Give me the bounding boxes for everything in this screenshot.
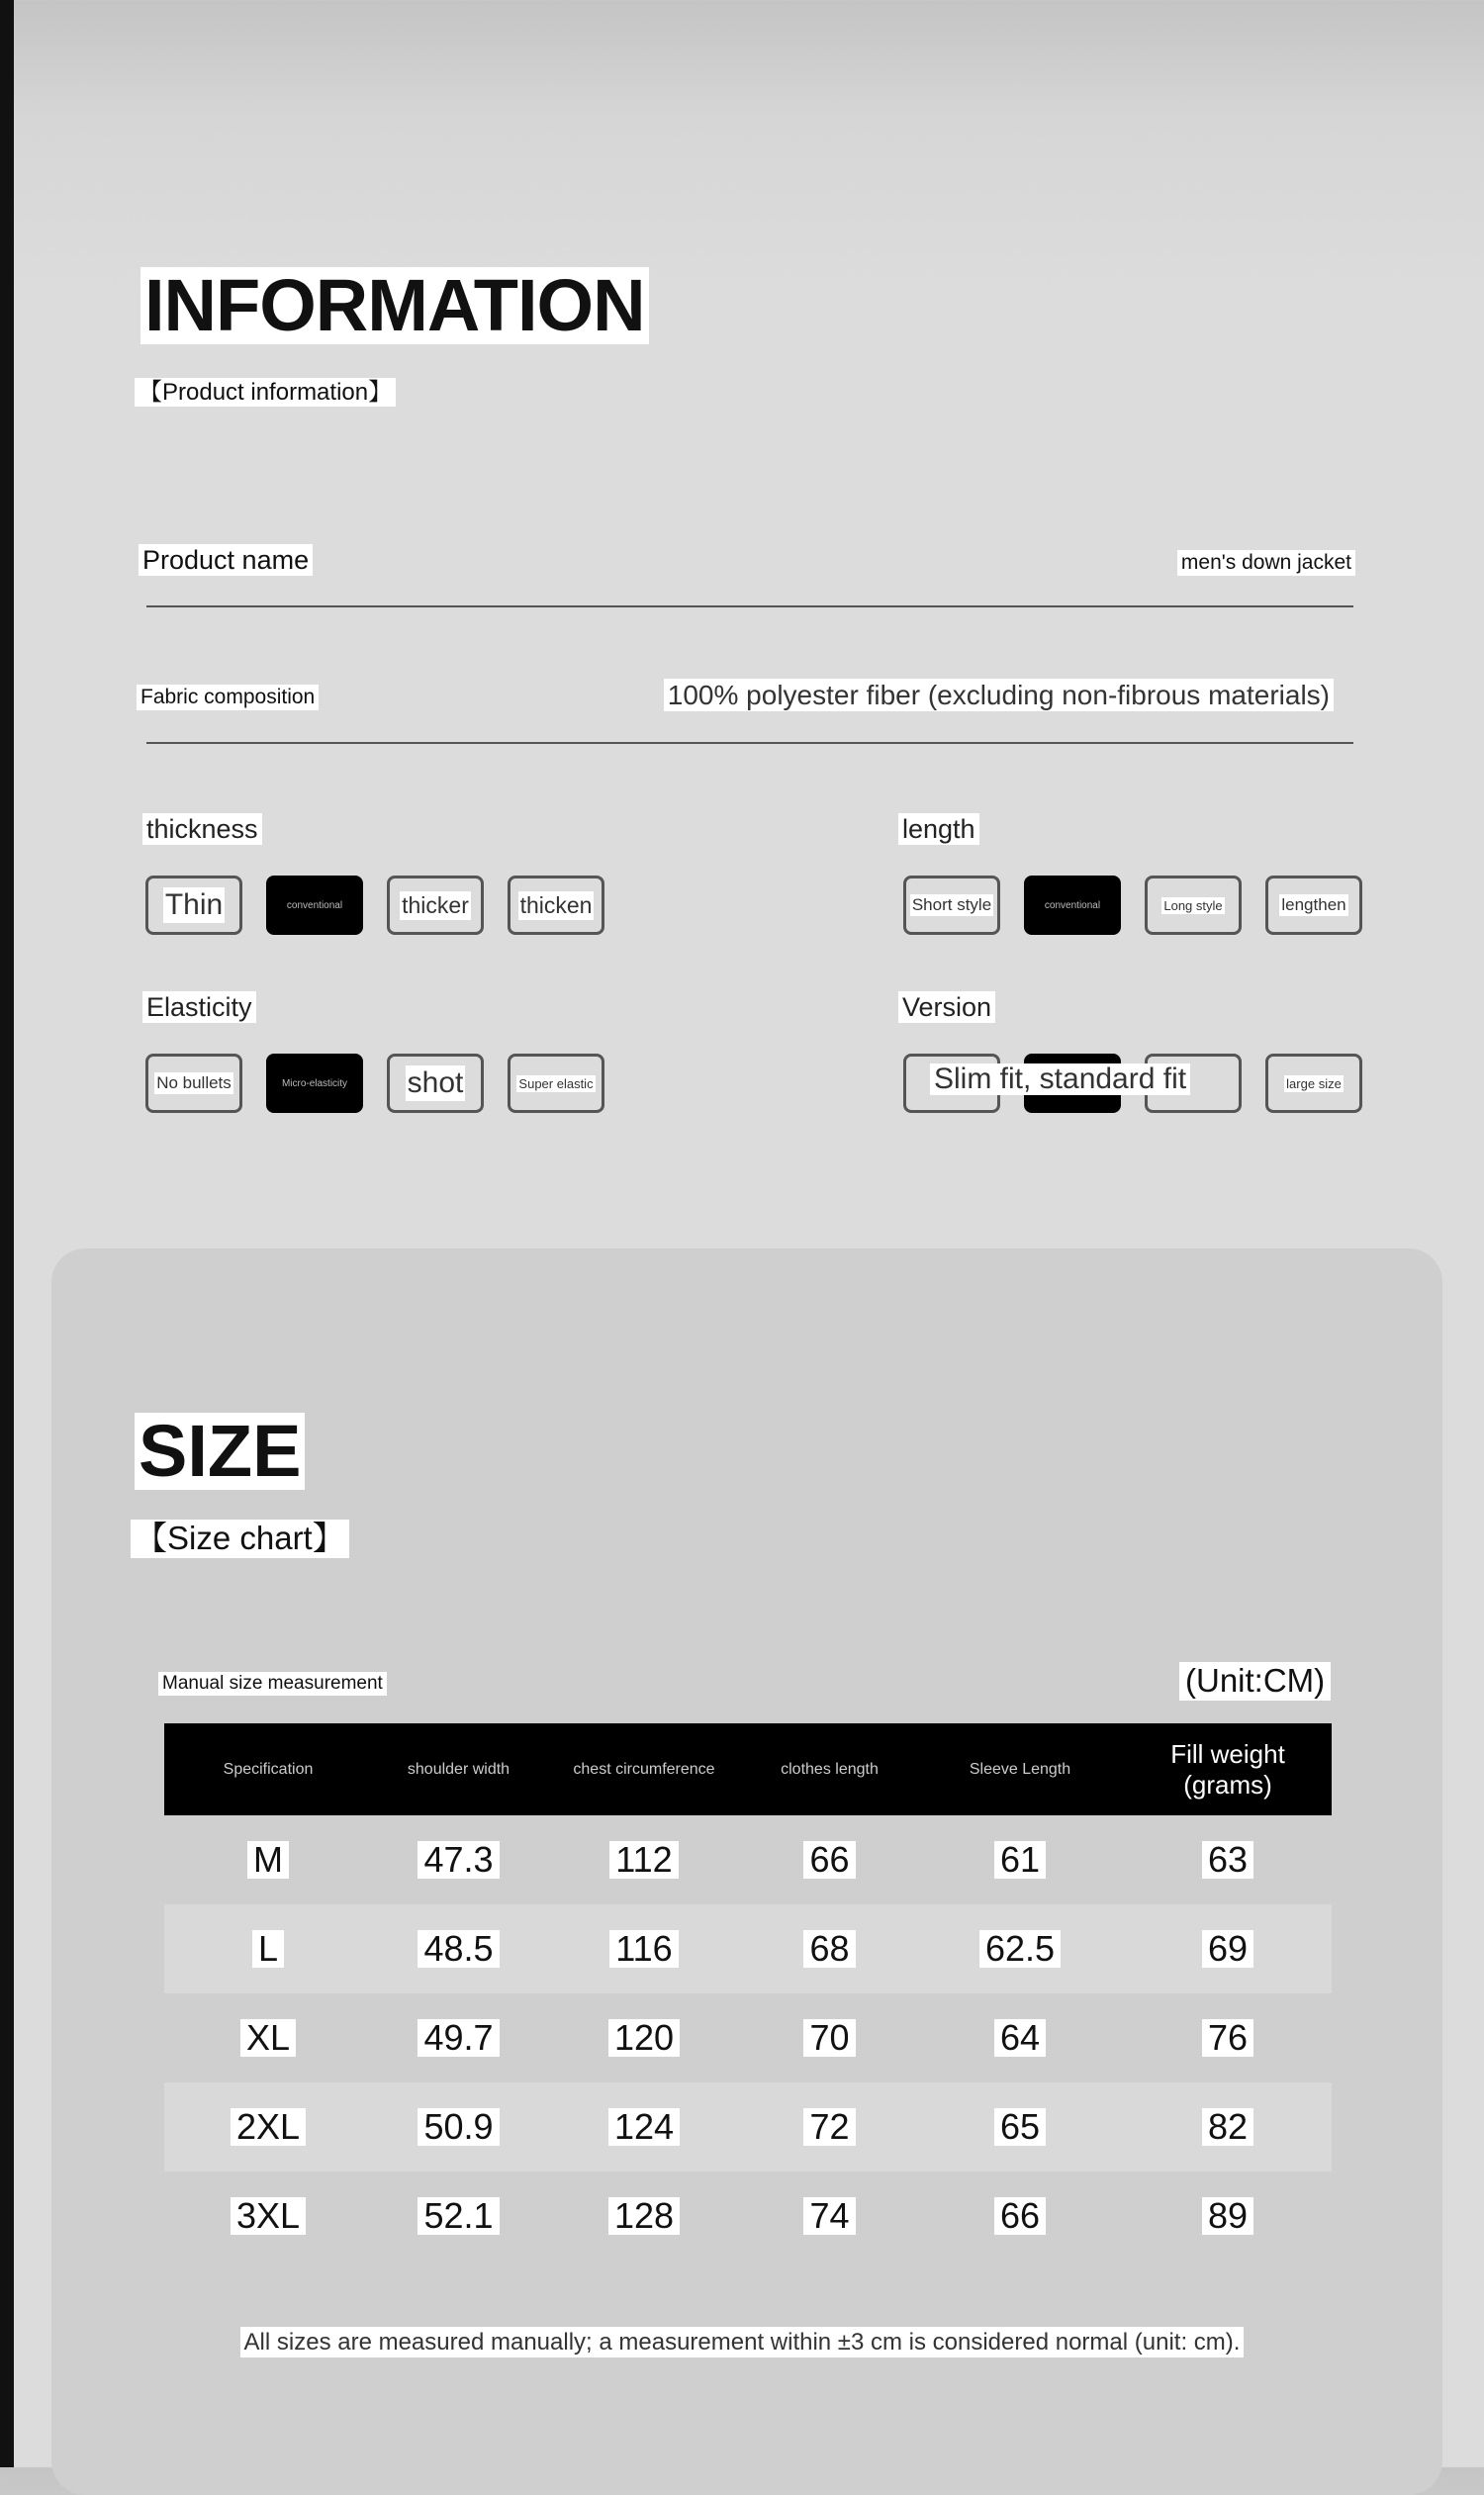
product-information-subtitle: 【Product information】 [135,378,396,407]
table-row [164,1904,1332,1993]
unit-label: (Unit:CM) [1179,1662,1331,1701]
cell-text: 112 [609,1841,678,1879]
cell-text: 47.3 [417,1841,499,1879]
column-header: chest circumference [545,1723,743,1815]
size-title: SIZE [135,1413,305,1490]
table-row [164,1815,1332,1904]
cell-text: 120 [608,2019,680,2057]
cell-text: 68 [803,1930,855,1968]
cell-text: 61 [994,1841,1046,1879]
cell-text: 69 [1202,1930,1253,1968]
table-row [164,1993,1332,2082]
size-cell [164,1993,372,2082]
thickness-label: thickness [142,813,262,845]
option-label: Micro-elasticity [281,1077,348,1089]
table-cell [1124,2082,1332,2172]
table-cell [372,2172,545,2261]
table-cell [372,2082,545,2172]
version-label: Version [898,991,995,1023]
table-cell [545,1815,743,1904]
table-cell [743,1904,916,1993]
cell-text: 65 [994,2108,1046,2146]
elasticity-option-selected [266,1054,363,1113]
cell-text: 66 [994,2197,1046,2235]
manual-measurement-label: Manual size measurement [158,1672,387,1696]
option-label: Thin [164,888,224,921]
column-header: Fill weight (grams) [1124,1723,1332,1815]
table-cell [545,1993,743,2082]
cell-text: 64 [994,2019,1046,2057]
information-title: INFORMATION [140,267,649,344]
cell-text: 2XL [231,2108,306,2146]
elasticity-option [508,1054,604,1113]
table-cell [372,1815,545,1904]
cell-text: 48.5 [417,1930,499,1968]
cell-text: 82 [1202,2108,1253,2146]
table-cell [545,2172,743,2261]
table-cell [372,1993,545,2082]
cell-text: 76 [1202,2019,1253,2057]
table-header-row [164,1723,1332,1815]
option-label: lengthen [1281,895,1346,914]
cell-text: 52.1 [417,2197,499,2235]
cell-text: 49.7 [417,2019,499,2057]
divider [146,742,1353,744]
thickness-option-selected [266,876,363,935]
cell-text: 72 [803,2108,855,2146]
footnote-text: All sizes are measured manually; a measurement within ±3 cm is considered normal (unit: cm). [240,2327,1245,2357]
option-label: Super elastic [518,1075,594,1091]
size-cell [164,2172,372,2261]
footnote [0,2329,1484,2356]
version-options [903,1054,1362,1113]
table-cell [916,2082,1124,2172]
option-label: Long style [1163,897,1223,913]
elasticity-options [145,1054,604,1113]
thickness-options [145,876,604,935]
version-overlay-text: Slim fit, standard fit [930,1063,1190,1095]
table-cell [743,2172,916,2261]
thickness-option [387,876,484,935]
length-option-selected [1024,876,1121,935]
cell-text: L [252,1930,284,1968]
product-name-value: men's down jacket [1177,550,1355,576]
option-label: large size [1286,1075,1342,1091]
option-label: conventional [286,899,343,911]
size-cell [164,1815,372,1904]
table-cell [916,2172,1124,2261]
elasticity-option [387,1054,484,1113]
table-cell [916,1993,1124,2082]
length-options [903,876,1362,935]
size-cell [164,2082,372,2172]
thickness-option [508,876,604,935]
left-edge-bar [0,0,14,2467]
length-option [903,876,1000,935]
elasticity-label: Elasticity [142,991,256,1023]
cell-text: M [247,1841,289,1879]
version-option [903,1054,1000,1113]
cell-text: 116 [609,1930,678,1968]
cell-text: 70 [803,2019,855,2057]
table-cell [916,1904,1124,1993]
option-label: thicken [519,891,593,918]
table-cell [743,2082,916,2172]
cell-text: 89 [1202,2197,1253,2235]
table-row [164,2082,1332,2172]
table-cell [545,1904,743,1993]
table-cell [1124,1815,1332,1904]
cell-text: 3XL [231,2197,306,2235]
length-option [1145,876,1242,935]
column-header: Specification [164,1723,372,1815]
option-label: No bullets [156,1073,232,1092]
table-row [164,2172,1332,2261]
cell-text: 63 [1202,1841,1253,1879]
option-label: conventional [1044,899,1101,911]
product-name-label: Product name [139,544,313,576]
cell-text: 50.9 [417,2108,499,2146]
table-cell [1124,1993,1332,2082]
size-chart-subtitle: 【Size chart】 [131,1520,349,1558]
table-cell [372,1904,545,1993]
version-option-selected [1024,1054,1121,1113]
size-cell [164,1904,372,1993]
cell-text: 74 [803,2197,855,2235]
thickness-option [145,876,242,935]
cell-text: 128 [608,2197,680,2235]
table-cell [743,1815,916,1904]
option-label: shot [407,1066,464,1099]
cell-text: 62.5 [979,1930,1061,1968]
cell-text: 124 [608,2108,680,2146]
divider [146,605,1353,607]
option-label: Short style [911,895,992,914]
column-header: clothes length [743,1723,916,1815]
table-cell [545,2082,743,2172]
version-option [1145,1054,1242,1113]
cell-text: XL [240,2019,296,2057]
table-cell [743,1993,916,2082]
version-option [1265,1054,1362,1113]
column-header: shoulder width [372,1723,545,1815]
length-label: length [898,813,979,845]
elasticity-option [145,1054,242,1113]
table-cell [916,1815,1124,1904]
cell-text: 66 [803,1841,855,1879]
option-label: thicker [402,891,469,918]
table-cell [1124,1904,1332,1993]
table-cell [1124,2172,1332,2261]
fabric-composition-value: 100% polyester fiber (excluding non-fibrous materials) [664,679,1334,711]
column-header: Sleeve Length [916,1723,1124,1815]
length-option [1265,876,1362,935]
size-table [164,1723,1332,2261]
fabric-composition-label: Fabric composition [137,685,319,710]
